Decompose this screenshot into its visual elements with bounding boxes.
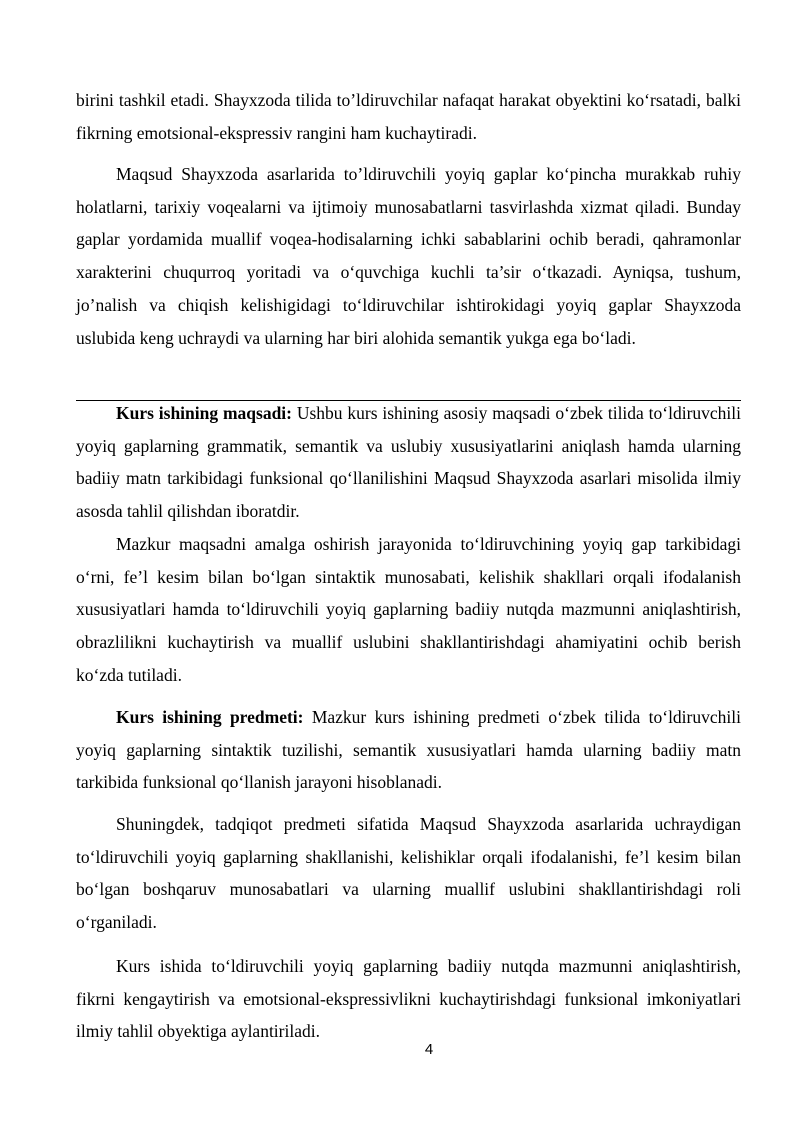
- paragraph-course-subject: [76, 701, 741, 799]
- course-subject-text: Mazkur kurs ishining predmeti o‘zbek tilida to‘ldiruvchili yoyiq gaplarning sintaktik tuzilishi, semantik xususiyatlari hamda ularning badiiy matn tarkibida funksional qo‘llanish jarayoni hisoblanadi.: [76, 707, 741, 793]
- paragraph-shayxzoda-works: Maqsud Shayxzoda asarlarida to’ldiruvchili yoyiq gaplar ko‘pincha murakkab ruhiy holatlarni, tarixiy voqealarni va ijtimoiy munosabatlarni tasvirlashda xizmat qiladi. Bunday gaplar yordamida muallif voqea-hodisalarning ichki sabablarini ochib beradi, qahramonlar xarakterini chuqurroq yoritadi va o‘quvchiga kuchli ta’sir o‘tkazadi. Ayniqsa, tushum, jo’nalish va chiqish kelishigidagi to‘ldiruvchilar ishtirokidagi yoyiq gaplar Shayxzoda uslubida keng uchraydi va ularning har biri alohida semantik yukga ega bo‘ladi.: [76, 164, 741, 348]
- page-number: 4: [424, 1041, 434, 1058]
- paragraph-analysis-object: Kurs ishida to‘ldiruvchili yoyiq gaplarning badiiy nutqda mazmunni aniqlashtirish, fikrni kengaytirish va emotsional-ekspressivlikni kuchaytirishdagi funksional imkoniyatlari ilmiy tahlil obyektiga aylantiriladi.: [76, 956, 741, 1042]
- course-goal-heading: Kurs ishining maqsadi:: [116, 403, 293, 423]
- paragraph-continuation: birini tashkil etadi. Shayxzoda tilida to’ldiruvchilar nafaqat harakat obyektini ko‘rsatadi, balki fikrning emotsional-ekspressiv rangini ham kuchaytiradi.: [76, 90, 741, 143]
- paragraph-research-subject: Shuningdek, tadqiqot predmeti sifatida Maqsud Shayxzoda asarlarida uchraydigan to‘ldiruvchili yoyiq gaplarning shakllanishi, kelishiklar orqali ifodalanishi, fe’l kesim bilan bo‘lgan boshqaruv munosabatlari va ularning muallif uslubini shakllantirishdagi roli o‘rganiladi.: [76, 814, 741, 933]
- course-goal-text: Ushbu kurs ishining asosiy maqsadi o‘zbek tilida to‘ldiruvchili yoyiq gaplarning grammatik, semantik va uslubiy xususiyatlarini aniqlash hamda ularning badiiy matn tarkibidagi funksional qo‘llanilishini Maqsud Shayxzoda asarlari misolida ilmiy asosda tahlil qilishdan iboratdir.: [76, 403, 742, 522]
- course-subject-heading: Kurs ishining predmeti:: [116, 707, 304, 727]
- paragraph-goal-details: Mazkur maqsadni amalga oshirish jarayonida to‘ldiruvchining yoyiq gap tarkibidagi o‘rni, fe’l kesim bilan bo‘lgan sintaktik munosabati, kelishik shakllari orqali ifodalanish xususiyatlari hamda to‘ldiruvchili yoyiq gaplarning badiiy nutqda mazmunni aniqlashtirish, obrazlilikni kuchaytirish va muallif uslubini shakllantirishdagi ahamiyatini ochib berish ko‘zda tutiladi.: [76, 534, 741, 685]
- paragraph-course-goal: [76, 397, 741, 528]
